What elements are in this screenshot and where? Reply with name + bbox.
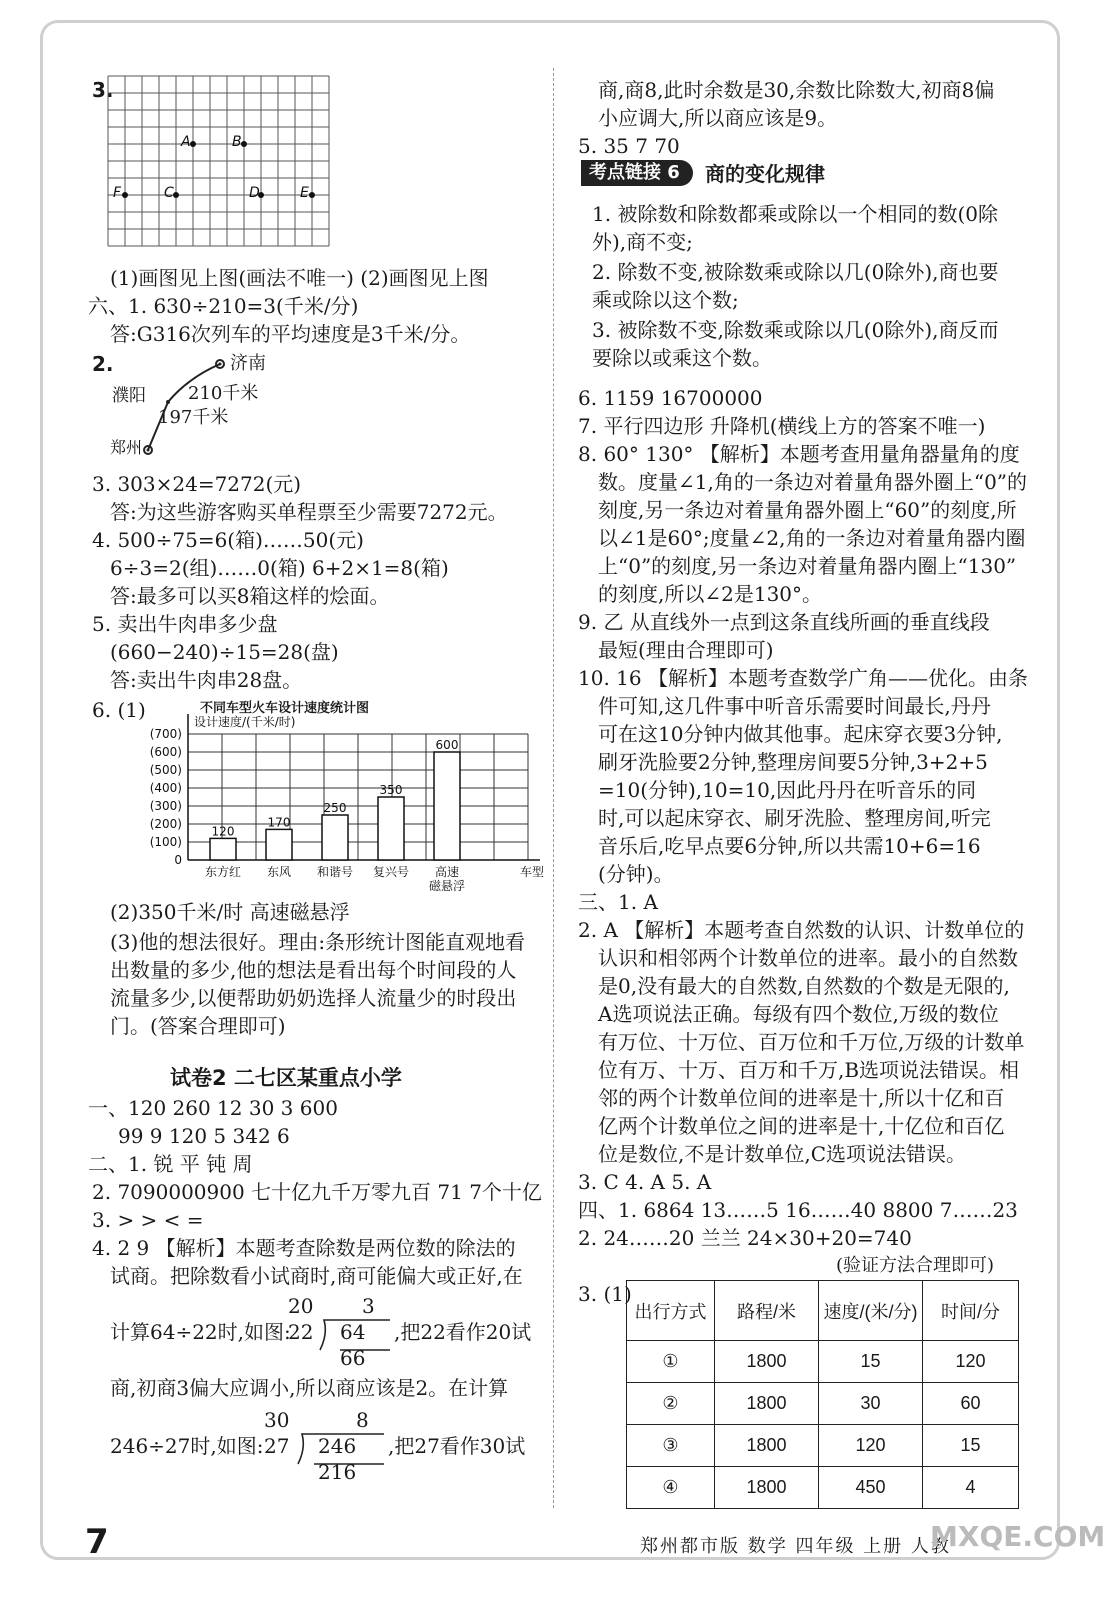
a10g: 音乐后,吃早点要6分钟,所以共需10+6=16	[598, 834, 981, 858]
r2: 小应调大,所以商应该是9。	[598, 106, 838, 130]
map-q-number: 2.	[92, 352, 114, 376]
x-tick-label: 高速磁悬浮	[428, 865, 466, 893]
a10a: 10. 16 【解析】本题考查数学广角——优化。由条	[578, 666, 1028, 690]
div2-quotient: 8	[356, 1408, 369, 1432]
q4a: 4. 500÷75=6(箱)……50(元)	[92, 528, 364, 552]
k3b: 要除以或乘这个数。	[592, 346, 772, 370]
q6-3c: 流量多少,以便帮助奶奶选择人流量少的时段出	[110, 986, 517, 1010]
grid-label-A: A	[181, 134, 191, 150]
s3f: 有万位、十万位、百万位和千万位,万级的计数单	[598, 1030, 1025, 1054]
bar-value-label: 170	[267, 815, 291, 830]
k1b: 外),商不变;	[592, 230, 693, 254]
grid-point-C	[173, 192, 179, 198]
s3i: 亿两个计数单位之间的进率是十,十亿位和百亿	[598, 1114, 1005, 1138]
grid-figure	[108, 76, 340, 256]
table-header: 出行方式	[627, 1281, 715, 1341]
q6-3a: (3)他的想法很好。理由:条形统计图能直观地看	[110, 930, 526, 954]
r1: 商,商8,此时余数是30,余数比除数大,初商8偏	[598, 78, 995, 102]
table-row	[627, 1425, 1019, 1467]
a10e: =10(分钟),10=10,因此丹丹在听音乐的同	[598, 778, 977, 802]
table-cell: 60	[923, 1383, 1019, 1425]
a8f: 的刻度,所以∠2是130°。	[598, 582, 823, 606]
div2-trial: 30	[264, 1408, 290, 1432]
s4d: 3. (1)	[578, 1282, 632, 1306]
chart-title: 不同车型火车设计速度统计图	[200, 701, 370, 716]
table-cell: 15	[923, 1425, 1019, 1467]
q3-number: 3.	[92, 78, 114, 102]
k1a: 1. 被除数和除数都乘或除以一个相同的数(0除	[592, 202, 998, 226]
table-cell: 1800	[715, 1425, 819, 1467]
p2b: 2. 7090000900 七十亿九千万零九百 71 7个十亿	[92, 1180, 542, 1204]
p2h: 246÷27时,如图:	[110, 1434, 264, 1458]
table-cell: 1800	[715, 1341, 819, 1383]
y-tick-label: (700)	[149, 727, 182, 741]
table-cell: 120	[819, 1425, 923, 1467]
s6-q1-b: 答:G316次列车的平均速度是3千米/分。	[110, 322, 471, 346]
bar-value-label: 250	[323, 801, 347, 815]
s3a: 三、1. A	[578, 890, 658, 914]
table-cell: 120	[923, 1341, 1019, 1383]
q5c: 答:卖出牛肉串28盘。	[110, 668, 303, 692]
y-tick-label: 0	[174, 853, 182, 867]
bar-0	[210, 838, 236, 860]
table-header: 速度/(米/分)	[819, 1281, 923, 1341]
table-cell: ①	[627, 1341, 715, 1383]
s4b: 2. 24……20 兰兰 24×30+20=740	[578, 1226, 912, 1250]
p2d: 4. 2 9 【解析】本题考查除数是两位数的除法的	[92, 1236, 516, 1260]
s3g: 位有万、十万、百万和千万,B选项说法错误。相	[598, 1058, 1020, 1082]
grid-point-B	[241, 141, 247, 147]
footer-text: 郑州都市版 数学 四年级 上册 人教	[640, 1536, 951, 1557]
p2h2: ,把27看作30试	[388, 1434, 526, 1458]
s3e: A选项说法正确。每级有四个数位,万级的数位	[598, 1002, 999, 1026]
table-header-row	[627, 1281, 1019, 1341]
k2a: 2. 除数不变,被除数乘或除以几(0除外),商也要	[592, 260, 999, 284]
q4b: 6÷3=2(组)……0(箱) 6+2×1=8(箱)	[110, 556, 449, 580]
a8a: 8. 60° 130° 【解析】本题考查用量角器量角的度	[578, 442, 1020, 466]
a10h: (分钟)。	[598, 862, 674, 886]
bar-value-label: 600	[435, 738, 459, 752]
s6-q1-a: 六、1. 630÷210=3(千米/分)	[88, 294, 359, 318]
s3h: 邻的两个计数单位间的进率是十,所以十亿和百	[598, 1086, 1005, 1110]
s3j: 位是数位,不是计数单位,C选项说法错误。	[598, 1142, 967, 1166]
table-row	[627, 1383, 1019, 1425]
table-cell: 30	[819, 1383, 923, 1425]
q3a: 3. 303×24=7272(元)	[92, 472, 302, 496]
y-tick-label: (100)	[149, 835, 182, 849]
div1-dividend: 64	[340, 1320, 366, 1344]
a6: 6. 1159 16700000	[578, 386, 763, 410]
y-tick-label: (600)	[149, 745, 182, 759]
table-cell: 450	[819, 1467, 923, 1509]
table-cell: 1800	[715, 1383, 819, 1425]
kaodian-badge: 考点链接 6	[581, 160, 693, 186]
bar-3	[378, 797, 404, 860]
grid-point-A	[190, 141, 196, 147]
q3b: 答:为这些游客购买单程票至少需要7272元。	[110, 500, 508, 524]
bar-1	[266, 829, 292, 860]
grid-label-E: E	[300, 185, 309, 201]
q5a: 5. 卖出牛肉串多少盘	[92, 612, 278, 636]
p2a: 二、1. 锐 平 钝 周	[88, 1152, 253, 1176]
table-cell: ③	[627, 1425, 715, 1467]
y-tick-label: (200)	[149, 817, 182, 831]
travel-table	[626, 1280, 1019, 1509]
div2-dividend: 246	[318, 1434, 357, 1458]
table-cell: 1800	[715, 1467, 819, 1509]
a10b: 件可知,这几件事中听音乐需要时间最长,丹丹	[598, 694, 991, 718]
x-tick-label: 复兴号	[372, 865, 410, 879]
y-axis-label: 设计速度/(千米/时)	[194, 715, 296, 729]
div1-product: 66	[340, 1346, 366, 1370]
bar-value-label: 120	[211, 824, 235, 839]
grid-point-F	[122, 192, 128, 198]
s3k: 3. C 4. A 5. A	[578, 1170, 712, 1194]
k3a: 3. 被除数不变,除数乘或除以几(0除外),商反而	[592, 318, 999, 342]
section2-title: 试卷2 二七区某重点小学	[170, 1066, 402, 1090]
a9a: 9. 乙 从直线外一点到这条直线所画的垂直线段	[578, 610, 990, 634]
s3b: 2. A 【解析】本题考查自然数的认识、计数单位的	[578, 918, 1025, 942]
grid-label-D: D	[249, 185, 260, 201]
page-number: 7	[85, 1522, 109, 1562]
table-header: 时间/分	[923, 1281, 1019, 1341]
map-jinan: 济南	[230, 353, 266, 374]
y-tick-label: (400)	[149, 781, 182, 795]
y-tick-label: (300)	[149, 799, 182, 813]
table-cell: ④	[627, 1467, 715, 1509]
bar-value-label: 350	[379, 783, 403, 797]
k2b: 乘或除以这个数;	[592, 288, 739, 312]
table-header: 路程/米	[715, 1281, 819, 1341]
map-dist2: 197千米	[158, 407, 229, 428]
div1-trial: 20	[288, 1294, 314, 1318]
p2f: 计算64÷22时,如图:	[110, 1320, 291, 1344]
a8b: 数。度量∠1,角的一条边对着量角器外圈上“0”的	[598, 470, 1028, 494]
s4c: (验证方法合理即可)	[836, 1255, 995, 1276]
p2f2: ,把22看作20试	[394, 1320, 532, 1344]
table-cell: 15	[819, 1341, 923, 1383]
table-row	[627, 1467, 1019, 1509]
x-tick-label: 和谐号	[316, 865, 354, 879]
div2-product: 216	[318, 1460, 357, 1484]
x-tick-label: 东风	[266, 865, 292, 879]
a10f: 时,可以起床穿衣、刷牙洗脸、整理房间,听完	[598, 806, 991, 830]
a10d: 刷牙洗脸要2分钟,整理房间要5分钟,3+2+5	[598, 750, 988, 774]
x-axis-label: 车型	[520, 865, 545, 879]
div1-divisor: 22	[288, 1320, 314, 1344]
table-cell: ②	[627, 1383, 715, 1425]
column-divider	[553, 68, 554, 1508]
map-zhengzhou: 郑州	[110, 438, 143, 457]
div2-divisor: 27	[264, 1434, 290, 1458]
table-row	[627, 1341, 1019, 1383]
p1a: 一、120 260 12 30 3 600	[88, 1096, 338, 1120]
q6-3b: 出数量的多少,他的想法是看出每个时间段的人	[110, 958, 517, 982]
grid-point-E	[309, 192, 315, 198]
bar-2	[322, 815, 348, 860]
bar-4	[434, 752, 460, 860]
q6-number: 6. (1)	[92, 698, 146, 722]
x-tick-label: 东方红	[204, 865, 242, 879]
q3-answer: (1)画图见上图(画法不唯一) (2)画图见上图	[110, 266, 489, 290]
div1-quotient: 3	[362, 1294, 375, 1318]
r3: 5. 35 7 70	[578, 134, 680, 158]
bar-chart	[140, 712, 545, 902]
a8c: 刻度,另一条边对着量角器外圈上“60”的刻度,所	[598, 498, 1017, 522]
s3c: 认识和相邻两个计数单位的进率。最小的自然数	[598, 946, 1018, 970]
q5b: (660−240)÷15=28(盘)	[110, 640, 339, 664]
p2g: 商,初商3偏大应调小,所以商应该是2。在计算	[110, 1376, 509, 1400]
p2c: 3. > > < =	[92, 1208, 204, 1232]
a7: 7. 平行四边形 升降机(横线上方的答案不唯一)	[578, 414, 986, 438]
grid-label-C: C	[164, 185, 174, 201]
q4c: 答:最多可以买8箱这样的烩面。	[110, 584, 390, 608]
grid-label-F: F	[113, 185, 122, 201]
a10c: 可在这10分钟内做其他事。起床穿衣要3分钟,	[598, 722, 1003, 746]
map-puyang: 濮阳	[112, 386, 146, 406]
watermark-logo: MXQE.COM	[930, 1520, 1105, 1553]
map-dist1: 210千米	[188, 383, 259, 404]
grid-label-B: B	[232, 134, 242, 150]
a9b: 最短(理由合理即可)	[598, 638, 774, 662]
s3d: 是0,没有最大的自然数,自然数的个数是无限的,	[598, 974, 1010, 998]
s4a: 四、1. 6864 13……5 16……40 8800 7……23	[578, 1198, 1018, 1222]
a8d: 以∠1是60°;度量∠2,角的一条边对着量角器内圈	[598, 526, 1026, 550]
q6-3d: 门。(答案合理即可)	[110, 1014, 286, 1038]
p1b: 99 9 120 5 342 6	[118, 1124, 290, 1148]
q6-2: (2)350千米/时 高速磁悬浮	[110, 900, 350, 924]
y-tick-label: (500)	[149, 763, 182, 777]
p2e: 试商。把除数看小试商时,商可能偏大或正好,在	[110, 1264, 523, 1288]
a8e: 上“0”的刻度,另一条边对着量角器内圈上“130”	[598, 554, 1017, 578]
kaodian-title: 商的变化规律	[705, 162, 825, 186]
table-cell: 4	[923, 1467, 1019, 1509]
